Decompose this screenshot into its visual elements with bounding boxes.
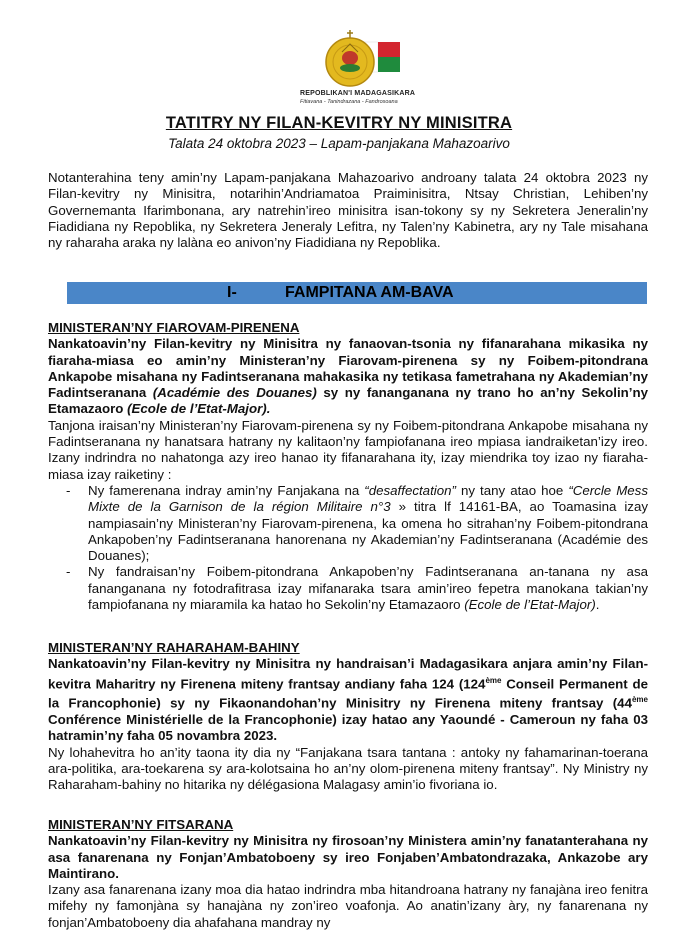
lead-text: Nankatoavin’ny Filan-kevitry ny Minisitra ny fanaovan-tsonia ny fifanarahana mikasika ny fiaraha-miasa eo amin’ny Ministeran’ny Fiarovam-pirenena sy ny Foibem-pitondrana Ankapobe misahana ny Fadintseranana mahakasika ny tetikasa fametrahana ny Akademian’ny Fadintseranana (48, 336, 648, 401)
intro-paragraph: Notanterahina teny amin’ny Lapam-panjakana Mahazoarivo androany talata 24 oktobra 2023 ny Filan-kevitry ny Minisitra, notarihin’Andriamatoa Praiminisitra, Ntsay Christian, Lehiben’ny Governemanta Ifarimbonana, ary natrehin’ireo minisitra isan-tokony sy ny Sekretera Jeneralin’ny Fiadidiana ny Repoblika, ny Sekretera Jeneraly Lefitra, ny Talen’ny Kabinetra, ary ny Tale misahana ny raharaha araka ny lalàna eo anivon’ny Fiadidiana ny Repoblika. (48, 170, 648, 251)
bullet-list (48, 483, 648, 613)
bullet-italic: (Ecole de l’Etat-Major) (464, 597, 596, 613)
seal-emblem-icon (320, 28, 400, 90)
decision-lead: Nankatoavin’ny Filan-kevitry ny Minisitra ny firosoan’ny Ministera amin’ny fanatanterahana ny asa fanarenana ny Fonjan’Ambatoboeny sy ireo Fonjaben’Ambatondrazaka, Ankazobe ary Maintirano. (48, 833, 648, 881)
ordinal-sup: ème (485, 675, 502, 685)
decision-paragraph: Ny lohahevitra ho an’ity taona ity dia ny “Fanjakana tsara tantana : antoky ny fahamarinan-toerana ara-politika, ara-toekarena sy ara-kolotsaina ho an’ny olom-pirenena miteny frantsay”. Ny Ministry ny Raharaham-bahiny no hitarika ny délégasiona Malagasy amin’io fivoriana io. (48, 744, 648, 793)
section-raharaham (48, 640, 648, 794)
seal-motto: Fitiavana - Tanindrazana - Fandrosoana (300, 99, 398, 105)
lead-text: sy ny fananganana ny trano ho an’ny Sekolin’ny Etamazaoro (48, 385, 649, 417)
list-item (48, 564, 648, 613)
list-item (48, 483, 648, 564)
ministry-heading: MINISTERAN’NY FITSARANA (48, 817, 234, 832)
bullet-text: . (595, 597, 600, 613)
page-title: TATITRY NY FILAN-KEVITRY NY MINISITRA (165, 114, 513, 132)
bullet-italic: “desaffectation” (364, 482, 456, 498)
republic-seal (300, 28, 440, 106)
lead-text: Nankatoavin’ny Filan-kevitry ny Minisitra ny handraisan’i Madagasikara anjara amin’ny Filan-kevitra Maharitry ny Firenena miteny frantsay andiany faha 124 (124 (48, 656, 648, 692)
decision-lead (48, 336, 648, 417)
bullet-text: Ny famerenana indray amin’ny Fanjakana na (88, 482, 365, 498)
decision-paragraph: Tanjona iraisan’ny Ministeran’ny Fiarovam-pirenena sy ny Foibem-pitondrana Ankapobe misahana ny Fadintseranana ny hanatsara hatrany ny kalitaon’ny fampiofanana ireo mpiasa iandraiketan’izy ireo. Izany indrindra no nahatonga azy ireo hanao ity fifanarahana ity, izay miendrika toy izao ny fiaraha-miasa izay raiketiny : (48, 417, 648, 482)
bullet-dash: - (66, 564, 71, 580)
bullet-dash: - (66, 482, 71, 498)
seal-caption: REPOBLIKAN'I MADAGASIKARA (300, 90, 416, 97)
section-banner (67, 282, 647, 304)
bullet-text: ny tany atao hoe (455, 482, 569, 498)
ordinal-sup: ème (631, 695, 648, 705)
lead-italic: (Ecole de l’Etat-Major). (127, 401, 271, 417)
section-fiarovana (48, 320, 648, 613)
bullet-text: » titra lf 14161-BA, ao Toamasina izay nampiasain’ny Ministeran’ny Fiarovam-pirenena, ka omena ho sitrahan’ny Foibem-pitondrana Ankapoben’ny Fadintseranana hanorenana ny Akademian’ny Fadintseranana (Académie des Douanes); (88, 499, 648, 564)
lead-italic: (Académie des Douanes) (152, 385, 317, 401)
ministry-heading: MINISTERAN’NY FIAROVAM-PIRENENA (48, 320, 300, 335)
section-number: I- (227, 284, 237, 301)
decision-lead (48, 656, 648, 744)
ministry-heading: MINISTERAN’NY RAHARAHAM-BAHINY (48, 640, 300, 655)
section-title: FAMPITANA AM-BAVA (285, 284, 454, 301)
lead-text: Conférence Ministérielle de la Francophonie) izay hatao any Yaoundé - Cameroun ny faha 03 hatramin’ny faha 05 novambra 2023. (48, 712, 648, 744)
section-fitsarana (48, 817, 648, 931)
decision-paragraph: Izany asa fanarenana izany moa dia hatao indrindra mba hitandroana hatrany ny fanajàna ireo fenitra mifehy ny famonjàna sy hanajàna ny zon’ireo voafonja. Ao anatin’izany àry, ny fanarenana ny fonjan’Ambatoboeny dia ahafahana mandray ny (48, 882, 648, 930)
bullet-italic: “Cercle Mess Mixte de la Garnison de la région Militaire n°3 (88, 482, 648, 515)
page-subtitle: Talata 24 oktobra 2023 – Lapam-panjakana Mahazoarivo (168, 136, 510, 151)
lead-text: Conseil Permanent de la Francophonie) sy ny Fikaonandohan’ny Minisitry ny Firenena miteny frantsay (44 (48, 676, 648, 711)
bullet-text: Ny fandraisan’ny Foibem-pitondrana Ankapoben’ny Fadintseranana an-tanana ny asa fananganana ny fotodrafitrasa izay mifanaraka tsara amin’ireo fepetra manokana takian’ny fampiofanana ny miaramila ka hatao ho Sekolin’ny Etamazaoro (88, 564, 648, 613)
